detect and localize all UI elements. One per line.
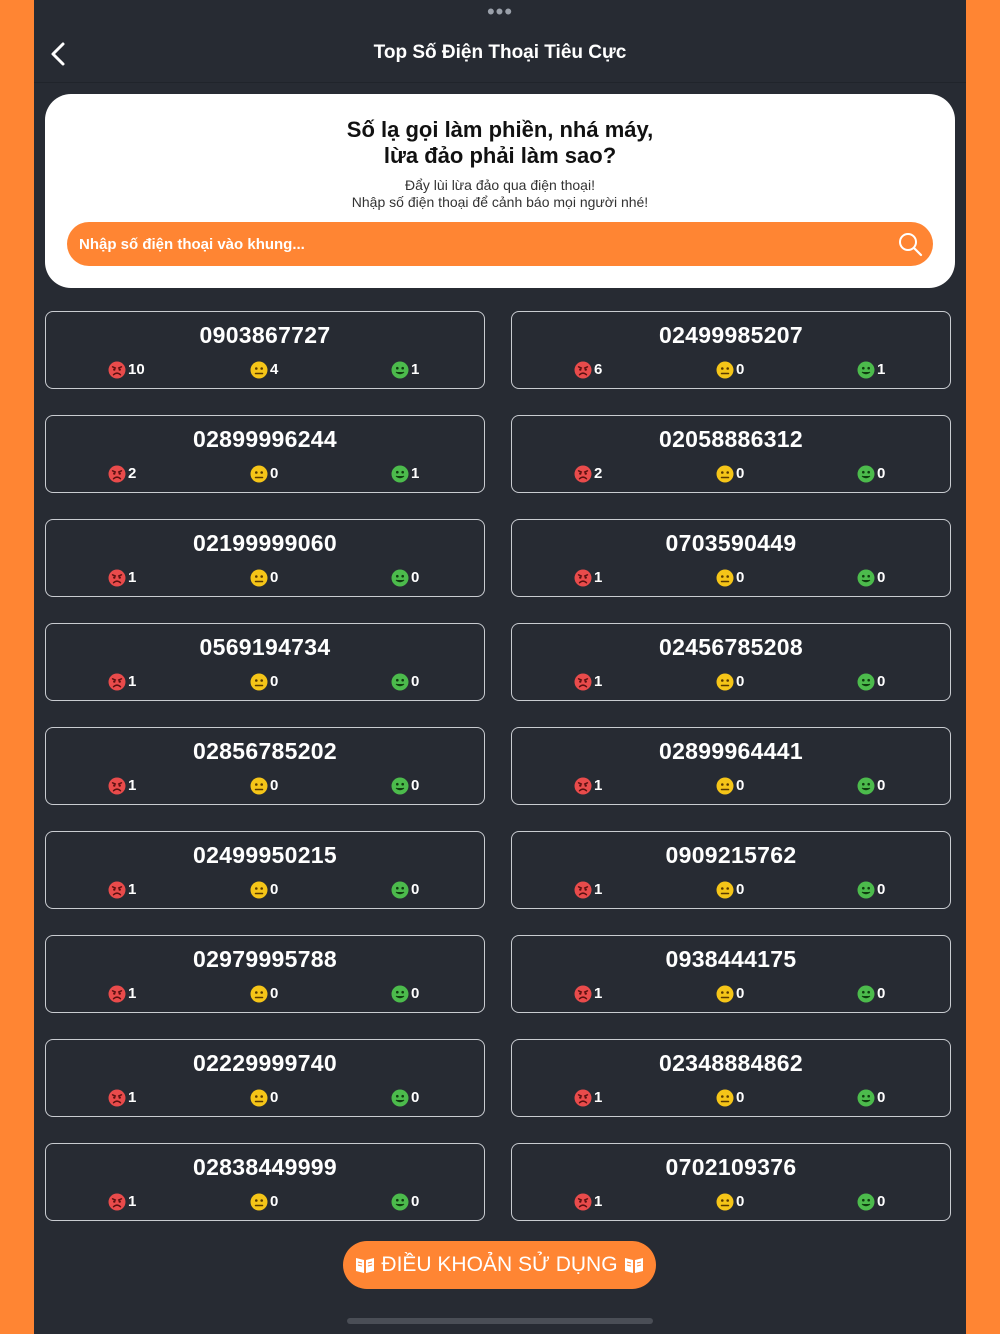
rating-good: [857, 464, 885, 484]
rating-good-count: 0: [877, 465, 886, 482]
hero-title-line2: lừa đảo phải làm sao?: [383, 143, 617, 168]
phone-number-card[interactable]: [511, 519, 951, 597]
header-bar: [34, 28, 966, 83]
phone-number-card[interactable]: [45, 311, 485, 389]
phone-number: 02979995788: [192, 946, 337, 972]
rating-bad: [574, 1192, 602, 1212]
rating-bad-count: 1: [594, 1089, 603, 1106]
neutral-face-icon: [716, 465, 734, 483]
nauseated-face-icon: [857, 777, 875, 795]
rating-bad: [108, 1088, 136, 1108]
rating-good: [857, 984, 885, 1004]
rating-good-count: 0: [411, 673, 420, 690]
rating-neutral-count: 0: [270, 673, 279, 690]
angry-face-icon: [108, 569, 126, 587]
angry-face-icon: [574, 361, 592, 379]
rating-neutral: [716, 1192, 744, 1212]
rating-good-count: 0: [877, 777, 886, 794]
rating-bad: [574, 1088, 602, 1108]
rating-bad-count: 1: [594, 777, 603, 794]
phone-number: 02058886312: [658, 426, 803, 452]
rating-neutral: [716, 1088, 744, 1108]
terms-button[interactable]: [343, 1241, 656, 1289]
rating-bad-count: 1: [128, 569, 137, 586]
phone-number: 0938444175: [665, 946, 797, 972]
neutral-face-icon: [250, 361, 268, 379]
phone-number: 0569194734: [199, 634, 331, 660]
rating-good: [391, 672, 419, 692]
rating-good: [391, 776, 419, 796]
rating-neutral-count: 0: [736, 361, 745, 378]
phone-number-card[interactable]: [45, 519, 485, 597]
hero-title-line1: Số lạ gọi làm phiền, nhá máy,: [346, 117, 654, 142]
angry-face-icon: [108, 361, 126, 379]
rating-bad-count: 1: [128, 673, 137, 690]
rating-good: [857, 672, 885, 692]
angry-face-icon: [574, 569, 592, 587]
angry-face-icon: [574, 1089, 592, 1107]
rating-bad: [574, 672, 602, 692]
rating-bad-count: 1: [128, 777, 137, 794]
rating-neutral: [250, 1192, 278, 1212]
rating-good-count: 0: [877, 1089, 886, 1106]
rating-neutral-count: 0: [736, 881, 745, 898]
angry-face-icon: [108, 465, 126, 483]
hero-subtitle-line1: Đẩy lùi lừa đảo qua điện thoại!: [405, 177, 595, 193]
phone-number-card[interactable]: [511, 623, 951, 701]
phone-number-card[interactable]: [45, 623, 485, 701]
phone-number: 0909215762: [665, 842, 797, 868]
phone-number: 02199999060: [192, 530, 337, 556]
angry-face-icon: [574, 985, 592, 1003]
rating-neutral-count: 0: [270, 1089, 279, 1106]
rating-neutral: [716, 568, 744, 588]
rating-bad: [574, 464, 602, 484]
page-title: Top Số Điện Thoại Tiêu Cực: [373, 42, 627, 63]
rating-bad: [108, 568, 136, 588]
phone-number-card[interactable]: [45, 727, 485, 805]
rating-good-count: 0: [411, 985, 420, 1002]
rating-bad: [108, 776, 136, 796]
neutral-face-icon: [716, 777, 734, 795]
rating-neutral: [250, 568, 278, 588]
rating-neutral: [716, 672, 744, 692]
rating-bad-count: 1: [594, 673, 603, 690]
rating-neutral-count: 0: [736, 985, 745, 1002]
rating-bad-count: 2: [594, 465, 603, 482]
nauseated-face-icon: [857, 1089, 875, 1107]
neutral-face-icon: [250, 985, 268, 1003]
open-book-icon: [354, 1255, 376, 1275]
angry-face-icon: [108, 1089, 126, 1107]
rating-good: [857, 880, 885, 900]
rating-neutral: [250, 672, 278, 692]
angry-face-icon: [574, 777, 592, 795]
rating-neutral: [250, 360, 278, 380]
rating-good: [857, 1088, 885, 1108]
rating-bad: [574, 568, 602, 588]
rating-neutral: [250, 984, 278, 1004]
nauseated-face-icon: [391, 1193, 409, 1211]
phone-number: 02348884862: [658, 1050, 803, 1076]
phone-number-card[interactable]: [45, 831, 485, 909]
rating-neutral-count: 0: [736, 1193, 745, 1210]
nauseated-face-icon: [391, 569, 409, 587]
rating-good-count: 0: [877, 1193, 886, 1210]
angry-face-icon: [574, 1193, 592, 1211]
neutral-face-icon: [716, 569, 734, 587]
angry-face-icon: [108, 673, 126, 691]
rating-good: [391, 360, 419, 380]
terms-label: ĐIỀU KHOẢN SỬ DỤNG: [381, 1253, 618, 1276]
rating-neutral: [716, 464, 744, 484]
rating-good-count: 1: [411, 465, 420, 482]
neutral-face-icon: [250, 1193, 268, 1211]
rating-bad-count: 1: [594, 569, 603, 586]
rating-neutral-count: 0: [270, 985, 279, 1002]
phone-number-card[interactable]: [511, 1143, 951, 1221]
nauseated-face-icon: [391, 777, 409, 795]
rating-good-count: 1: [877, 361, 886, 378]
rating-bad: [574, 984, 602, 1004]
rating-neutral: [716, 776, 744, 796]
rating-good: [391, 568, 419, 588]
rating-bad: [108, 672, 136, 692]
angry-face-icon: [574, 465, 592, 483]
rating-bad-count: 1: [128, 1193, 137, 1210]
rating-bad-count: 1: [128, 881, 137, 898]
rating-neutral-count: 0: [736, 673, 745, 690]
rating-bad: [574, 360, 602, 380]
nauseated-face-icon: [857, 569, 875, 587]
rating-neutral-count: 0: [270, 881, 279, 898]
hero-subtitle: [45, 177, 955, 211]
rating-good: [391, 880, 419, 900]
rating-neutral: [250, 1088, 278, 1108]
phone-number-card[interactable]: [45, 1039, 485, 1117]
rating-good-count: 0: [877, 881, 886, 898]
rating-good-count: 1: [411, 361, 420, 378]
rating-neutral: [716, 880, 744, 900]
rating-bad: [108, 880, 136, 900]
rating-neutral-count: 0: [736, 569, 745, 586]
search-icon[interactable]: [897, 231, 923, 257]
rating-good-count: 0: [411, 881, 420, 898]
nauseated-face-icon: [391, 465, 409, 483]
rating-good-count: 0: [877, 673, 886, 690]
neutral-face-icon: [716, 361, 734, 379]
nauseated-face-icon: [391, 881, 409, 899]
phone-number-card[interactable]: [511, 935, 951, 1013]
nauseated-face-icon: [857, 673, 875, 691]
hero-card: [45, 94, 955, 288]
nauseated-face-icon: [857, 881, 875, 899]
phone-number-card[interactable]: [45, 1143, 485, 1221]
rating-neutral-count: 0: [736, 465, 745, 482]
rating-good: [391, 1088, 419, 1108]
rating-neutral-count: 4: [270, 361, 279, 378]
open-book-icon: [623, 1255, 645, 1275]
rating-neutral-count: 0: [270, 1193, 279, 1210]
rating-bad: [108, 464, 136, 484]
search-input[interactable]: [79, 222, 879, 266]
phone-number: 0703590449: [665, 530, 797, 556]
rating-good-count: 0: [411, 777, 420, 794]
nauseated-face-icon: [857, 985, 875, 1003]
rating-bad-count: 1: [128, 985, 137, 1002]
rating-neutral: [250, 776, 278, 796]
phone-number: 02856785202: [192, 738, 337, 764]
rating-neutral-count: 0: [270, 569, 279, 586]
neutral-face-icon: [716, 1089, 734, 1107]
rating-neutral-count: 0: [736, 777, 745, 794]
rating-good: [391, 464, 419, 484]
angry-face-icon: [574, 673, 592, 691]
rating-good: [857, 568, 885, 588]
phone-number: 02456785208: [658, 634, 803, 660]
search-bar: [67, 222, 933, 266]
rating-bad-count: 1: [594, 985, 603, 1002]
rating-bad-count: 1: [594, 881, 603, 898]
rating-good-count: 0: [877, 985, 886, 1002]
rating-bad-count: 1: [128, 1089, 137, 1106]
phone-number-card[interactable]: [45, 935, 485, 1013]
rating-good: [857, 776, 885, 796]
phone-number: 02499985207: [658, 322, 803, 348]
rating-neutral-count: 0: [270, 777, 279, 794]
rating-bad: [574, 880, 602, 900]
phone-number: 02899996244: [192, 426, 337, 452]
rating-neutral: [716, 360, 744, 380]
nauseated-face-icon: [391, 361, 409, 379]
rating-good: [391, 984, 419, 1004]
rating-bad: [574, 776, 602, 796]
rating-neutral: [250, 464, 278, 484]
phone-number-card[interactable]: [45, 415, 485, 493]
rating-bad-count: 2: [128, 465, 137, 482]
phone-number: 0702109376: [665, 1154, 797, 1180]
rating-neutral: [716, 984, 744, 1004]
neutral-face-icon: [250, 1089, 268, 1107]
nauseated-face-icon: [857, 361, 875, 379]
rating-good-count: 0: [411, 569, 420, 586]
phone-number-card[interactable]: [511, 1039, 951, 1117]
neutral-face-icon: [250, 881, 268, 899]
nauseated-face-icon: [857, 465, 875, 483]
rating-bad: [108, 984, 136, 1004]
neutral-face-icon: [716, 673, 734, 691]
phone-number: 02499950215: [192, 842, 337, 868]
rating-good: [391, 1192, 419, 1212]
nauseated-face-icon: [391, 1089, 409, 1107]
rating-good-count: 0: [877, 569, 886, 586]
rating-bad-count: 6: [594, 361, 603, 378]
neutral-face-icon: [716, 1193, 734, 1211]
rating-good-count: 0: [411, 1089, 420, 1106]
home-indicator: [347, 1318, 653, 1324]
phone-number: 02229999740: [192, 1050, 337, 1076]
rating-bad-count: 10: [128, 361, 145, 378]
rating-good: [857, 360, 885, 380]
rating-good: [857, 1192, 885, 1212]
neutral-face-icon: [250, 673, 268, 691]
phone-number-card[interactable]: [511, 727, 951, 805]
rating-neutral: [250, 880, 278, 900]
rating-bad-count: 1: [594, 1193, 603, 1210]
angry-face-icon: [108, 777, 126, 795]
phone-number-card[interactable]: [511, 415, 951, 493]
angry-face-icon: [108, 985, 126, 1003]
neutral-face-icon: [716, 881, 734, 899]
phone-number: 0903867727: [199, 322, 331, 348]
rating-good-count: 0: [411, 1193, 420, 1210]
angry-face-icon: [108, 881, 126, 899]
angry-face-icon: [108, 1193, 126, 1211]
rating-bad: [108, 360, 145, 380]
rating-neutral-count: 0: [270, 465, 279, 482]
neutral-face-icon: [250, 777, 268, 795]
rating-bad: [108, 1192, 136, 1212]
phone-number: 02838449999: [192, 1154, 337, 1180]
nauseated-face-icon: [857, 1193, 875, 1211]
phone-number: 02899964441: [658, 738, 803, 764]
more-dots[interactable]: •••: [486, 0, 514, 24]
neutral-face-icon: [716, 985, 734, 1003]
phone-number-card[interactable]: [511, 831, 951, 909]
nauseated-face-icon: [391, 673, 409, 691]
hero-title: [45, 117, 955, 169]
hero-subtitle-line2: Nhập số điện thoại để cảnh báo mọi người nhé!: [351, 194, 649, 210]
angry-face-icon: [574, 881, 592, 899]
neutral-face-icon: [250, 569, 268, 587]
nauseated-face-icon: [391, 985, 409, 1003]
rating-neutral-count: 0: [736, 1089, 745, 1106]
neutral-face-icon: [250, 465, 268, 483]
phone-number-card[interactable]: [511, 311, 951, 389]
app-screen: [34, 0, 966, 1334]
